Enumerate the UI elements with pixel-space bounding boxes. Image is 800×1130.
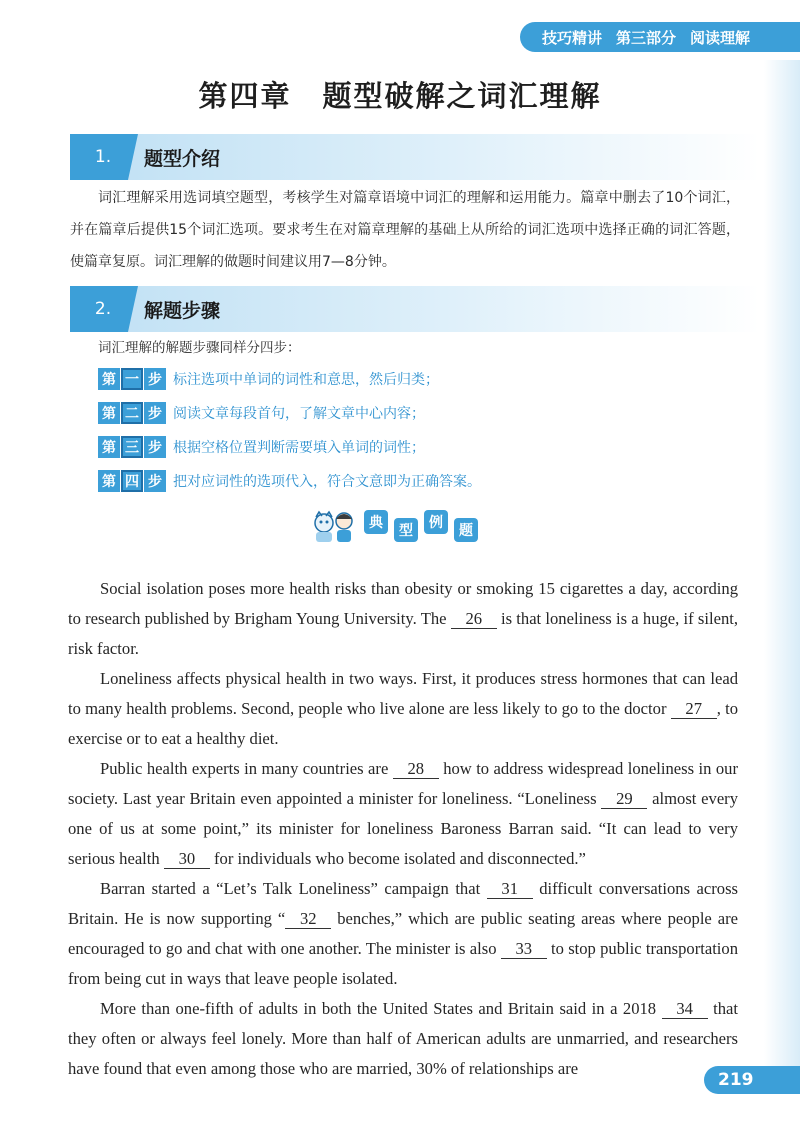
step-label-char: 四 [121,470,143,492]
step-text: 把对应词性的选项代入，符合文意即为正确答案。 [173,474,481,490]
section-header-intro [70,134,760,180]
blank-field: 32 [285,910,331,929]
passage-text: Social isolation poses more health risks than obesity or smoking 15 cigarettes a day, according to research published by Brigham Young University. The [68,579,738,628]
step-label-char: 步 [144,402,166,424]
blank-field: 28 [393,760,439,779]
step-item [98,469,481,493]
breadcrumb-item: 阅读理解 [690,28,751,47]
blank-field: 33 [501,940,547,959]
passage-text: how to address widespread loneliness in our society. Last year Britain even appointed a minister for loneliness. “Loneliness [68,759,738,808]
step-item [98,401,425,425]
step-text: 根据空格位置判断需要填入单词的词性； [173,440,425,456]
mascot-icon [310,509,358,543]
chapter-title: 第四章 题型破解之词汇理解 [198,79,602,113]
passage-text: More than one-fifth of adults in both the United States and Britain said in a 2018 [100,999,657,1018]
step-label-char: 步 [144,470,166,492]
breadcrumb-item: 第三部分 [616,28,677,47]
step-label-char: 第 [98,402,120,424]
section-number: 2. [78,286,128,332]
step-label-char: 步 [144,368,166,390]
passage-text: Loneliness affects physical health in two ways. First, it produces stress hormones that can lead to many health problems. Second, people who live alone are less likely to go to the doctor [68,669,738,718]
step-label-char: 步 [144,436,166,458]
passage-text: , to exercise or to eat a healthy diet. [68,699,738,748]
step-label-char: 第 [98,436,120,458]
blank-field: 30 [164,850,210,869]
example-banner-char: 型 [394,518,418,542]
passage-text: that they often or always feel lonely. More than half of American adults are unmarried, and researchers have found that even among those who are married, 30% of relationships are [68,999,738,1078]
steps-intro: 词汇理解的解题步骤同样分四步： [98,340,301,356]
section-number: 1. [78,134,128,180]
passage-text: difficult conversations across Britain. He is now supporting “ [68,879,738,928]
passage-text: benches,” which are public seating areas where people are encouraged to go and chat with one another. The minister is also [68,909,738,958]
intro-paragraph: 词汇理解采用选词填空题型，考核学生对篇章语境中词汇的理解和运用能力。篇章中删去了10个词汇，并在篇章后提供15个词汇选项。要求考生在对篇章理解的基础上从所给的词汇选项中选择正确的词汇答题，使篇章复原。词汇理解的做题时间建议用7—8分钟。 [70,190,740,270]
passage-text: Barran started a “Let’s Talk Loneliness” campaign that [100,879,481,898]
page-edge-band [764,60,800,1070]
example-banner-char: 例 [424,510,448,534]
passage-paragraph [68,574,738,664]
section-title: 解题步骤 [144,299,221,322]
example-banner-char: 题 [454,518,478,542]
blank-field: 26 [451,610,497,629]
step-label-char: 三 [121,436,143,458]
passage-paragraph [68,994,738,1084]
passage-text: almost every one of us at some point,” its minister for loneliness Baroness Barran said. “It can lead to very serious health [68,789,739,868]
step-text: 标注选项中单词的词性和意思，然后归类； [173,372,439,388]
step-item [98,435,425,459]
reading-passage [68,574,738,1084]
passage-paragraph [68,754,738,874]
example-banner-char: 典 [364,510,388,534]
section-header-steps [70,286,760,332]
blank-field: 34 [662,1000,708,1019]
blank-field: 31 [487,880,533,899]
passage-text: to stop public transportation from being cut in ways that leave people isolated. [68,939,739,988]
breadcrumb-item: 技巧精讲 [542,28,603,47]
step-item [98,367,439,391]
breadcrumb [520,22,800,52]
example-banner [310,508,478,544]
step-label-char: 第 [98,368,120,390]
step-label-char: 一 [121,368,143,390]
step-label-char: 第 [98,470,120,492]
page-number: 219 [704,1066,800,1094]
passage-text: is that loneliness is a huge, if silent, risk factor. [68,609,738,658]
step-label-char: 二 [121,402,143,424]
step-text: 阅读文章每段首句，了解文章中心内容； [173,406,425,422]
blank-field: 29 [601,790,647,809]
passage-text: for individuals who become isolated and disconnected.” [214,849,586,868]
passage-text: Public health experts in many countries are [100,759,389,778]
section-title: 题型介绍 [144,147,221,170]
passage-paragraph [68,874,738,994]
blank-field: 27 [671,700,717,719]
passage-paragraph [68,664,738,754]
